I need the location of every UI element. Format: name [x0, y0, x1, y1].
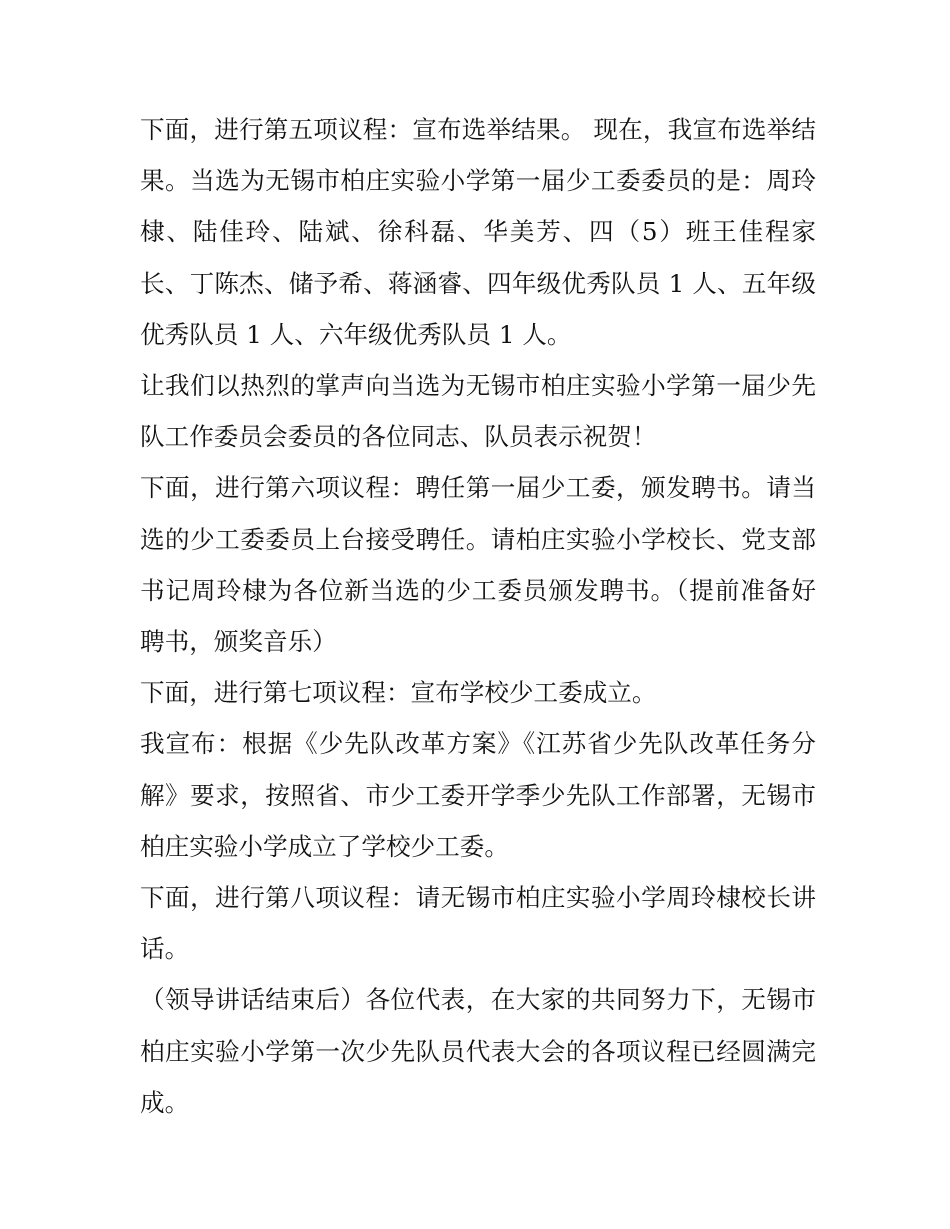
paragraph-closing: （领导讲话结束后）各位代表，在大家的共同努力下，无锡市柏庄实验小学第一次少先队员代表大会的各项议程已经圆满完成。 — [140, 985, 816, 1117]
paragraph-item-eight: 下面，进行第八项议程：请无锡市柏庄实验小学周玲棣校长讲话。 — [140, 883, 816, 964]
document-body — [140, 104, 816, 1128]
paragraph-announcement: 我宣布：根据《少先队改革方案》《江苏省少先队改革任务分解》要求，按照省、市少工委开学季少先队工作部署，无锡市柏庄实验小学成立了学校少工委。 — [140, 729, 816, 861]
paragraph-item-six: 下面，进行第六项议程：聘任第一届少工委，颁发聘书。请当选的少工委委员上台接受聘任。请柏庄实验小学校长、党支部书记周玲棣为各位新当选的少工委员颁发聘书。（提前准备好聘书，颁奖音乐） — [140, 473, 816, 657]
paragraph-item-seven: 下面，进行第七项议程：宣布学校少工委成立。 — [140, 678, 657, 708]
paragraph-congratulations: 让我们以热烈的掌声向当选为无锡市柏庄实验小学第一届少先队工作委员会委员的各位同志、队员表示祝贺！ — [140, 371, 816, 452]
paragraph-election-results: 下面，进行第五项议程：宣布选举结果。 现在，我宣布选举结果。当选为无锡市柏庄实验小学第一届少工委委员的是：周玲棣、陆佳玲、陆斌、徐科磊、华美芳、四（5）班王佳程家长、丁陈杰、储予希、蒋涵睿、四年级优秀队员 1 人、五年级优秀队员 1 人、六年级优秀队员 1 人。 — [140, 115, 816, 349]
